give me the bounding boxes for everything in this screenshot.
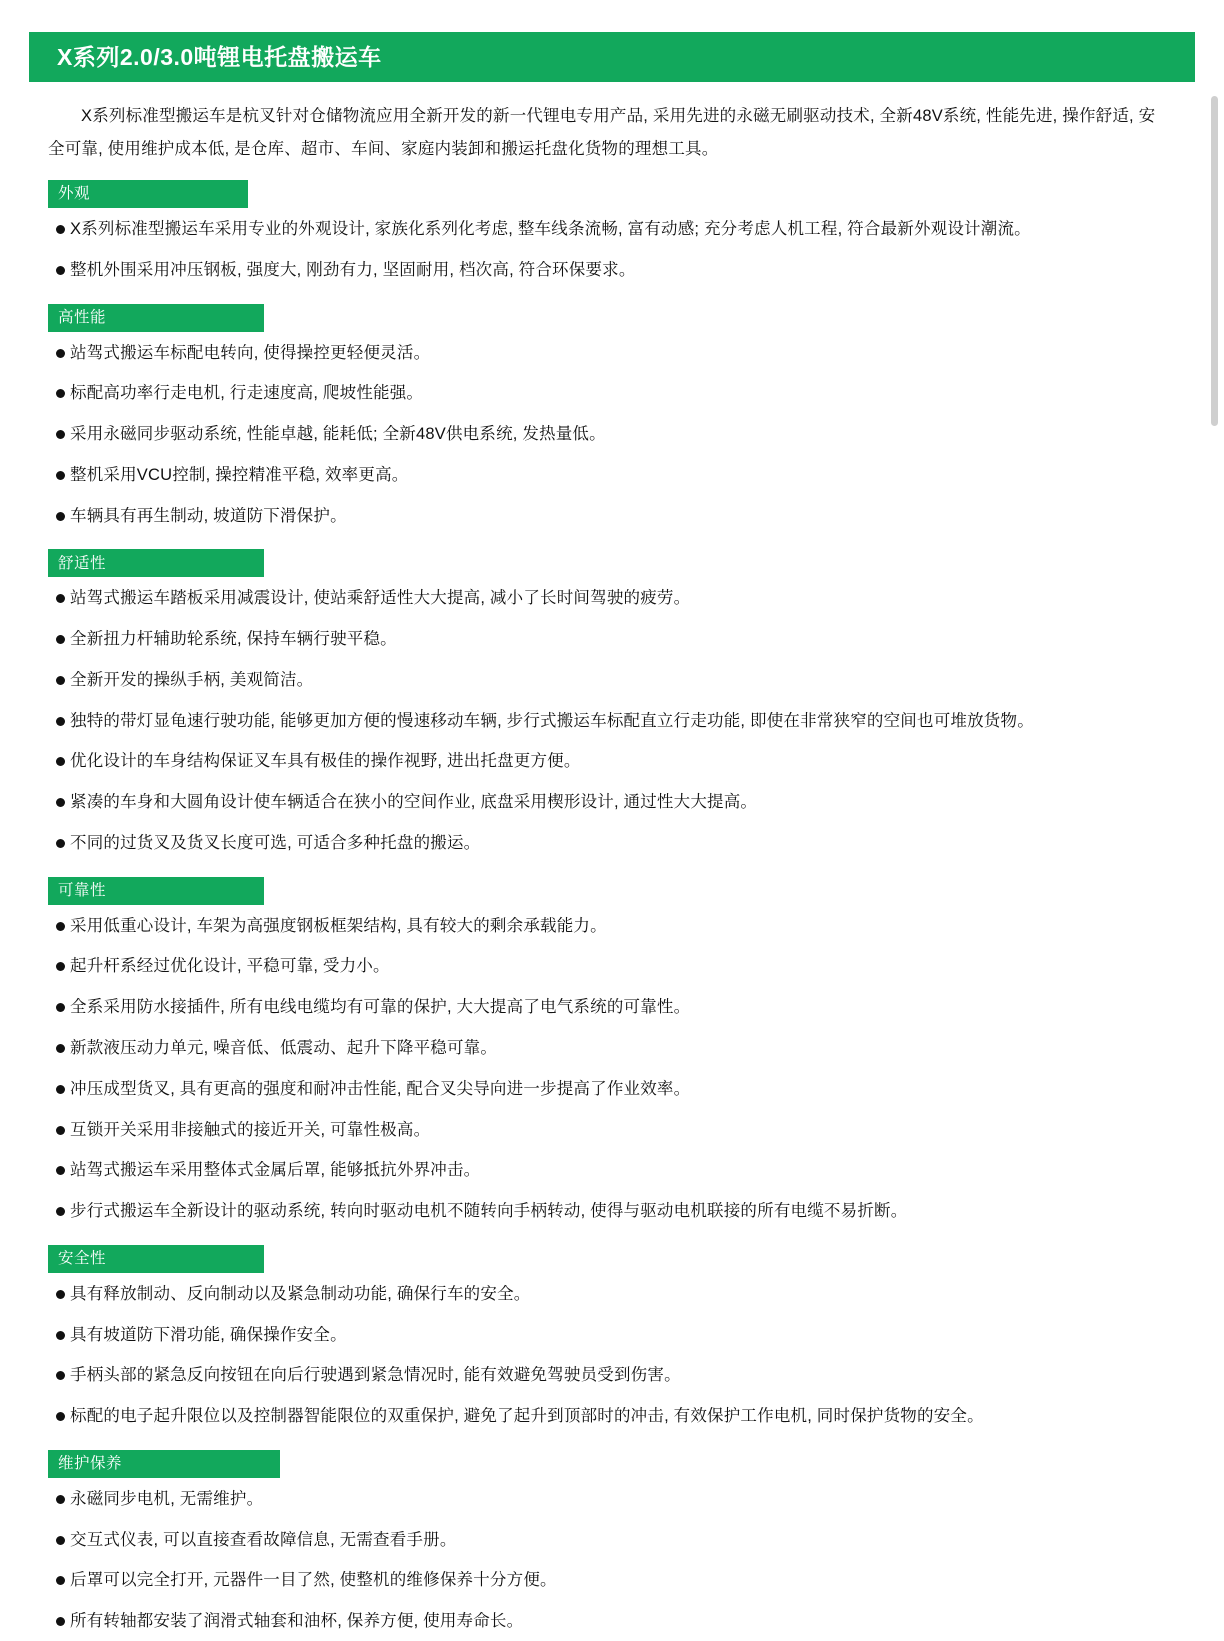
section-header [48,304,264,332]
list-item-text: 交互式仪表, 可以直接查看故障信息, 无需查看手册。 [70,1530,457,1549]
bullet-dot-icon [56,471,65,480]
bullet-dot-icon [56,922,65,931]
list-item [56,700,1164,741]
bullet-dot-icon [56,757,65,766]
bullet-dot-icon [56,1085,65,1094]
list-item [56,1519,1164,1560]
bullet-dot-icon [56,1207,65,1216]
intro-paragraph: X系列标准型搬运车是杭叉针对仓储物流应用全新开发的新一代锂电专用产品, 采用先进的永磁无刷驱动技术, 全新48V系统, 性能先进, 操作舒适, 安全可靠, 使用维护成本低, 是仓库、超市、车间、家庭内装卸和搬运托盘化货物的理想工具。 [48,107,1156,158]
list-item [56,1190,1164,1231]
list-item [56,1027,1164,1068]
list-item [56,1559,1164,1600]
list-item [56,1109,1164,1150]
section-label: 高性能 [58,308,107,326]
list-item [56,1600,1164,1641]
bullet-dot-icon [56,1290,65,1299]
list-item-text: 互锁开关采用非接触式的接近开关, 可靠性极高。 [70,1120,431,1139]
scrollbar-thumb[interactable] [1211,96,1218,426]
bullet-dot-icon [56,1331,65,1340]
page-title-bar [29,32,1195,82]
page-title: X系列2.0/3.0吨锂电托盘搬运车 [57,43,382,70]
bullet-dot-icon [56,635,65,644]
bullet-dot-icon [56,1576,65,1585]
list-item-text: 标配的电子起升限位以及控制器智能限位的双重保护, 避免了起升到顶部时的冲击, 有效保护工作电机, 同时保护货物的安全。 [70,1407,984,1426]
feature-list [0,905,1224,1231]
bullet-dot-icon [56,676,65,685]
bullet-dot-icon [56,1412,65,1421]
list-item [56,905,1164,946]
bullet-dot-icon [56,717,65,726]
list-item-text: 步行式搬运车全新设计的驱动系统, 转向时驱动电机不随转向手柄转动, 使得与驱动电机联接的所有电缆不易折断。 [70,1202,908,1221]
list-item-text: 永磁同步电机, 无需维护。 [70,1489,264,1508]
list-item-text: 独特的带灯显龟速行驶功能, 能够更加方便的慢速移动车辆, 步行式搬运车标配直立行走功能, 即使在非常狭窄的空间也可堆放货物。 [70,711,1034,730]
list-item-text: 具有释放制动、反向制动以及紧急制动功能, 确保行车的安全。 [70,1284,531,1303]
list-item-text: 标配高功率行走电机, 行走速度高, 爬坡性能强。 [70,384,424,403]
bullet-dot-icon [56,594,65,603]
list-item-text: 不同的过货叉及货叉长度可选, 可适合多种托盘的搬运。 [70,833,481,852]
list-item [56,822,1164,863]
bullet-dot-icon [56,349,65,358]
section [0,549,1224,862]
bullet-dot-icon [56,512,65,521]
list-item-text: 全新扭力杆辅助轮系统, 保持车辆行驶平稳。 [70,630,397,649]
list-item [56,413,1164,454]
list-item [56,740,1164,781]
list-item-text: 所有转轴都安装了润滑式轴套和油杯, 保养方便, 使用寿命长。 [70,1612,524,1631]
bullet-dot-icon [56,1166,65,1175]
bullet-dot-icon [56,266,65,275]
list-item [56,945,1164,986]
section-label: 可靠性 [58,881,107,899]
sections-container [0,180,1224,1641]
section-header [48,549,264,577]
list-item-text: 具有坡道防下滑功能, 确保操作安全。 [70,1325,347,1344]
section-header [48,877,264,905]
feature-list [0,577,1224,862]
list-item [56,1354,1164,1395]
list-item-text: 站驾式搬运车采用整体式金属后罩, 能够抵抗外界冲击。 [70,1161,481,1180]
list-item [56,659,1164,700]
section [0,1450,1224,1641]
list-item-text: 后罩可以完全打开, 元器件一目了然, 使整机的维修保养十分方便。 [70,1571,557,1590]
list-item [56,1395,1164,1436]
bullet-dot-icon [56,430,65,439]
list-item [56,1273,1164,1314]
bullet-dot-icon [56,1003,65,1012]
bullet-dot-icon [56,1617,65,1626]
list-item [56,1478,1164,1519]
bullet-dot-icon [56,962,65,971]
bullet-dot-icon [56,839,65,848]
document-content [0,100,1224,1641]
feature-list [0,1478,1224,1641]
list-item [56,618,1164,659]
list-item [56,249,1164,290]
bullet-dot-icon [56,1536,65,1545]
list-item [56,372,1164,413]
bullet-dot-icon [56,798,65,807]
list-item-text: 站驾式搬运车标配电转向, 使得操控更轻便灵活。 [70,343,431,362]
section [0,180,1224,290]
bullet-dot-icon [56,1126,65,1135]
bullet-dot-icon [56,1044,65,1053]
list-item-text: 冲压成型货叉, 具有更高的强度和耐冲击性能, 配合叉尖导向进一步提高了作业效率。 [70,1079,691,1098]
list-item-text: 采用永磁同步驱动系统, 性能卓越, 能耗低; 全新48V供电系统, 发热量低。 [70,425,606,444]
bullet-dot-icon [56,225,65,234]
section [0,877,1224,1231]
list-item-text: 新款液压动力单元, 噪音低、低震动、起升下降平稳可靠。 [70,1039,498,1058]
list-item [56,208,1164,249]
list-item-text: 全新开发的操纵手柄, 美观简洁。 [70,670,314,689]
list-item-text: 全系采用防水接插件, 所有电线电缆均有可靠的保护, 大大提高了电气系统的可靠性。 [70,998,691,1017]
feature-list [0,1273,1224,1436]
list-item [56,1068,1164,1109]
list-item-text: 采用低重心设计, 车架为高强度钢板框架结构, 具有较大的剩余承载能力。 [70,916,607,935]
list-item-text: X系列标准型搬运车采用专业的外观设计, 家族化系列化考虑, 整车线条流畅, 富有动感; 充分考虑人机工程, 符合最新外观设计潮流。 [70,220,1031,238]
list-item [56,1314,1164,1355]
list-item-text: 站驾式搬运车踏板采用减震设计, 使站乘舒适性大大提高, 减小了长时间驾驶的疲劳。 [70,589,691,608]
feature-list [0,208,1224,290]
vertical-scrollbar[interactable] [1208,0,1222,1614]
section-label: 维护保养 [58,1455,123,1473]
list-item [56,454,1164,495]
bullet-dot-icon [56,1495,65,1504]
section-label: 外观 [58,185,91,203]
feature-list [0,332,1224,536]
bullet-dot-icon [56,1371,65,1380]
section [0,1245,1224,1436]
list-item [56,577,1164,618]
list-item [56,781,1164,822]
list-item [56,495,1164,536]
list-item [56,1149,1164,1190]
list-item-text: 起升杆系经过优化设计, 平稳可靠, 受力小。 [70,957,390,976]
bullet-dot-icon [56,389,65,398]
list-item-text: 车辆具有再生制动, 坡道防下滑保护。 [70,506,347,525]
section-header [48,1245,264,1273]
section [0,304,1224,536]
section-header [48,180,248,208]
list-item-text: 整机外围采用冲压钢板, 强度大, 刚劲有力, 坚固耐用, 档次高, 符合环保要求。 [70,260,636,279]
list-item [56,986,1164,1027]
list-item-text: 手柄头部的紧急反向按钮在向后行驶遇到紧急情况时, 能有效避免驾驶员受到伤害。 [70,1366,681,1385]
section-label: 舒适性 [58,554,107,572]
list-item [56,332,1164,373]
list-item-text: 整机采用VCU控制, 操控精准平稳, 效率更高。 [70,465,409,484]
section-label: 安全性 [58,1250,107,1268]
list-item-text: 紧凑的车身和大圆角设计使车辆适合在狭小的空间作业, 底盘采用楔形设计, 通过性大大提高。 [70,793,758,812]
list-item-text: 优化设计的车身结构保证叉车具有极佳的操作视野, 进出托盘更方便。 [70,752,581,771]
section-header [48,1450,280,1478]
